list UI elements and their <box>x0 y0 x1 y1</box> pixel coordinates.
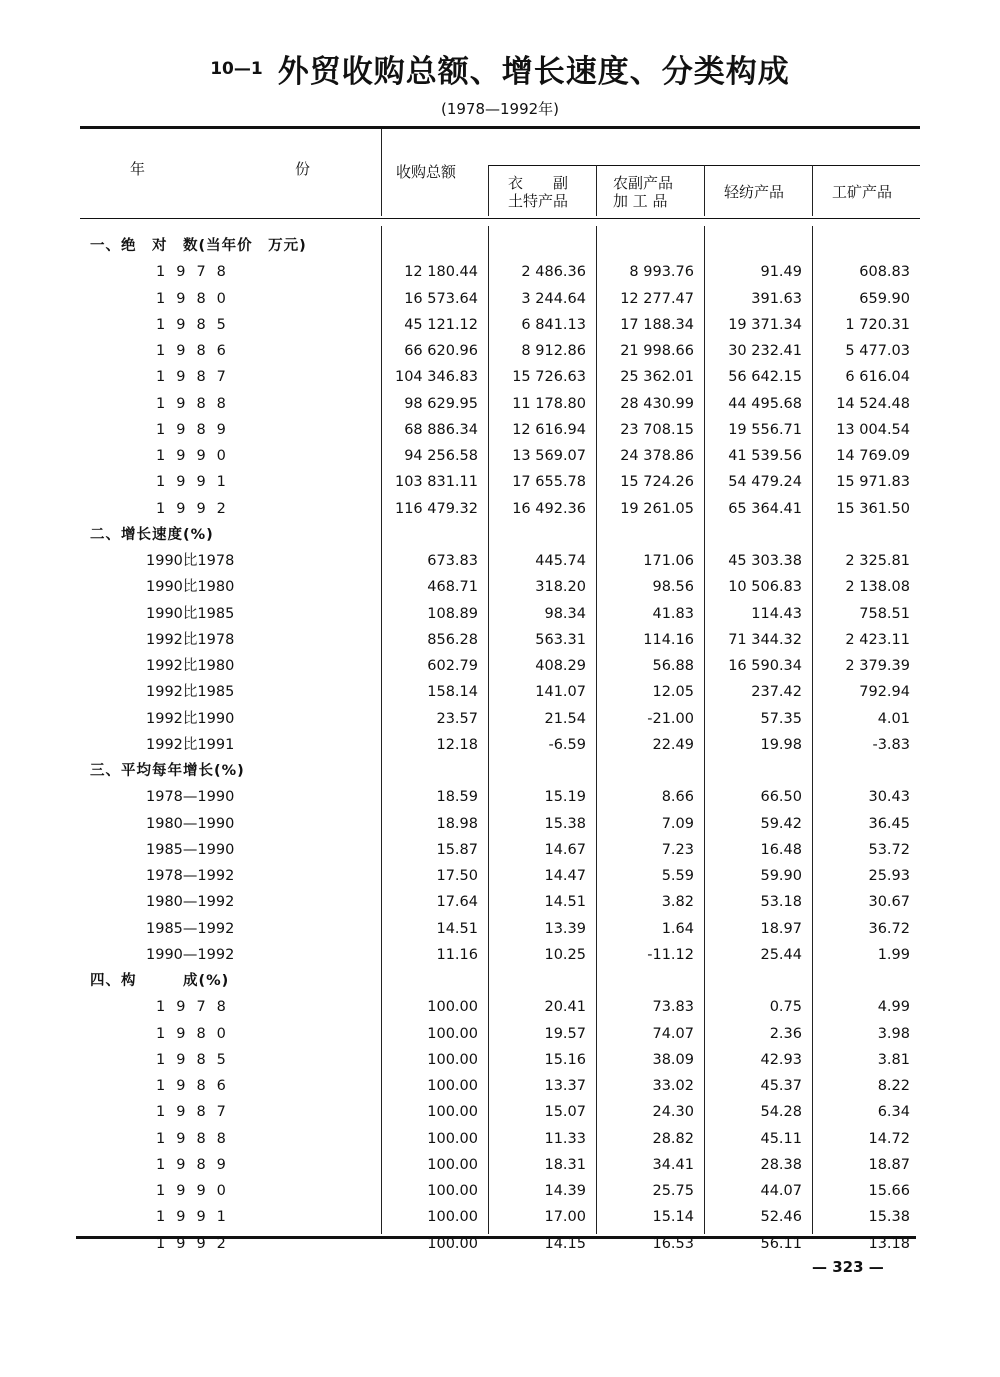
table-cell: 12 616.94 <box>512 421 586 438</box>
table-cell: 6.34 <box>877 1104 910 1121</box>
table-cell: 103 831.11 <box>394 474 478 491</box>
table-cell: 19.57 <box>544 1025 586 1042</box>
row-label: 1985 <box>156 1051 237 1068</box>
section-label: 三、平均每年增长(%) <box>90 763 245 779</box>
table-row <box>0 1127 1000 1151</box>
table-cell: 36.72 <box>868 920 910 937</box>
table-row <box>0 838 1000 862</box>
table-row <box>0 365 1000 389</box>
table-cell: 74.07 <box>652 1025 694 1042</box>
row-label: 1986 <box>156 1078 237 1094</box>
row-label: 1987 <box>156 369 237 386</box>
table-cell: 2 486.36 <box>521 264 586 281</box>
table-cell: 56.11 <box>760 1235 802 1252</box>
table-cell: -6.59 <box>548 736 586 753</box>
table-cell: 16.53 <box>652 1235 694 1252</box>
row-label: 1992 <box>156 1235 237 1252</box>
row-label: 1978 <box>156 264 237 281</box>
table-cell: 114.43 <box>751 605 802 622</box>
table-cell: 8.22 <box>877 1078 910 1094</box>
table-cell: 4.01 <box>877 710 910 727</box>
table-cell: 44.07 <box>760 1183 802 1199</box>
header-total: 收购总额 <box>396 163 457 181</box>
column-divider <box>704 165 705 216</box>
table-cell: 65 364.41 <box>728 500 802 517</box>
table-cell: 11.16 <box>436 946 478 963</box>
table-cell: 12 180.44 <box>404 264 478 281</box>
table-row <box>0 785 1000 809</box>
row-label: 1988 <box>156 395 237 412</box>
row-label: 1990 <box>156 1183 237 1199</box>
table-cell: 3.81 <box>877 1051 910 1068</box>
table-cell: 15.87 <box>436 841 478 858</box>
table-row <box>0 1100 1000 1124</box>
table-cell: 2 423.11 <box>845 631 910 648</box>
row-label: 1992 <box>156 500 237 517</box>
table-cell: 98.56 <box>652 579 694 596</box>
table-cell: 15.38 <box>544 815 586 832</box>
table-cell: 18.98 <box>436 815 478 832</box>
table-cell: 14.51 <box>436 920 478 937</box>
table-cell: 41 539.56 <box>728 448 802 464</box>
table-row <box>0 1179 1000 1203</box>
table-cell: 116 479.32 <box>394 500 478 517</box>
table-number: 10—1 <box>210 58 263 79</box>
header-agri-special: 衣 副 土特产品 <box>508 174 569 210</box>
table-cell: 18.31 <box>544 1156 586 1173</box>
table-cell: 11 178.80 <box>512 395 586 412</box>
table-row <box>0 890 1000 914</box>
table-cell: 20.41 <box>544 999 586 1016</box>
table-cell: 57.35 <box>760 710 802 727</box>
table-cell: 21 998.66 <box>620 343 694 359</box>
table-cell: 100.00 <box>427 1235 478 1252</box>
table-cell: 54 479.24 <box>728 474 802 491</box>
table-cell: 14.67 <box>544 841 586 858</box>
table-cell: 14.47 <box>544 868 586 884</box>
table-cell: 6 616.04 <box>845 369 910 386</box>
table-cell: 100.00 <box>427 1183 478 1199</box>
row-label: 1980 <box>156 290 237 307</box>
table-cell: 33.02 <box>652 1078 694 1094</box>
table-cell: 171.06 <box>643 553 694 569</box>
table-cell: 45 121.12 <box>404 316 478 333</box>
table-cell: 11.33 <box>544 1130 586 1147</box>
table-cell: 30.43 <box>868 789 910 806</box>
column-divider <box>381 129 382 216</box>
section-label: 一、绝 对 数(当年价 万元) <box>90 238 307 254</box>
table-row <box>0 575 1000 599</box>
table-cell: 1.64 <box>661 920 694 937</box>
table-cell: 792.94 <box>859 684 910 701</box>
table-cell: 5 477.03 <box>845 343 910 359</box>
table-cell: 13.18 <box>868 1235 910 1252</box>
table-cell: 18.97 <box>760 920 802 937</box>
table-cell: 758.51 <box>859 605 910 622</box>
row-label: 1985—1990 <box>146 841 235 858</box>
table-cell: 59.42 <box>760 815 802 832</box>
table-cell: 8 993.76 <box>629 264 694 281</box>
table-cell: 12.05 <box>652 684 694 701</box>
table-cell: 100.00 <box>427 1051 478 1068</box>
table-cell: 45.11 <box>760 1130 802 1147</box>
table-cell: 2.36 <box>769 1025 802 1042</box>
table-cell: 108.89 <box>427 605 478 622</box>
column-divider <box>488 165 489 216</box>
table-cell: 15.19 <box>544 789 586 806</box>
table-cell: 15.07 <box>544 1104 586 1121</box>
table-cell: 18.59 <box>436 789 478 806</box>
row-label: 1991 <box>156 474 237 491</box>
table-cell: 53.18 <box>760 894 802 911</box>
table-cell: 15.38 <box>868 1209 910 1226</box>
table-cell: 19 371.34 <box>728 316 802 333</box>
table-cell: 17.50 <box>436 868 478 884</box>
table-cell: 5.59 <box>661 868 694 884</box>
table-row <box>0 864 1000 888</box>
table-row <box>0 602 1000 626</box>
table-row <box>0 1022 1000 1046</box>
row-label: 1992比1991 <box>146 736 235 753</box>
table-cell: 15 726.63 <box>512 369 586 386</box>
top-rule <box>80 126 920 129</box>
table-cell: 3.98 <box>877 1025 910 1042</box>
table-cell: -11.12 <box>647 946 694 963</box>
row-label: 1992比1990 <box>146 710 235 727</box>
table-cell: 1.99 <box>877 946 910 963</box>
table-cell: 17 655.78 <box>512 474 586 491</box>
row-label: 1980—1992 <box>146 894 235 911</box>
table-cell: 14.15 <box>544 1235 586 1252</box>
table-cell: 318.20 <box>535 579 586 596</box>
row-label: 1990 <box>156 448 237 464</box>
table-cell: 12.18 <box>436 736 478 753</box>
table-cell: 15 361.50 <box>836 500 910 517</box>
row-label: 1990比1980 <box>146 579 235 596</box>
row-label: 1987 <box>156 1104 237 1121</box>
table-cell: 52.46 <box>760 1209 802 1226</box>
table-row <box>0 1048 1000 1072</box>
table-row <box>0 733 1000 757</box>
table-cell: 237.42 <box>751 684 802 701</box>
row-label: 1992比1980 <box>146 658 235 674</box>
table-cell: 34.41 <box>652 1156 694 1173</box>
table-cell: 563.31 <box>535 631 586 648</box>
table-cell: 673.83 <box>427 553 478 569</box>
row-label: 1980 <box>156 1025 237 1042</box>
table-row <box>0 392 1000 416</box>
table-cell: 4.99 <box>877 999 910 1016</box>
table-cell: 59.90 <box>760 868 802 884</box>
table-row <box>0 707 1000 731</box>
table-title <box>0 46 1000 91</box>
table-cell: 16 492.36 <box>512 500 586 517</box>
table-cell: 25.75 <box>652 1183 694 1199</box>
table-cell: 25.44 <box>760 946 802 963</box>
section-label: 四、构 成(%) <box>90 973 230 989</box>
row-label: 1985 <box>156 316 237 333</box>
table-cell: 14 524.48 <box>836 395 910 412</box>
table-cell: 1 720.31 <box>845 316 910 333</box>
table-cell: 100.00 <box>427 1078 478 1094</box>
row-label: 1986 <box>156 343 237 359</box>
table-cell: 16.48 <box>760 841 802 858</box>
table-cell: 659.90 <box>859 290 910 307</box>
header-light-textile: 轻纺产品 <box>724 183 785 201</box>
table-row <box>0 995 1000 1019</box>
table-cell: 7.09 <box>661 815 694 832</box>
header-year: 年 份 <box>130 160 310 178</box>
table-row <box>0 313 1000 337</box>
table-cell: 100.00 <box>427 1025 478 1042</box>
table-cell: 18.87 <box>868 1156 910 1173</box>
header-industrial-mining: 工矿产品 <box>832 183 893 201</box>
table-row <box>0 680 1000 704</box>
table-cell: 19 556.71 <box>728 421 802 438</box>
row-label: 1985—1992 <box>146 920 235 937</box>
table-cell: 66 620.96 <box>404 343 478 359</box>
table-cell: 158.14 <box>427 684 478 701</box>
table-cell: 21.54 <box>544 710 586 727</box>
table-cell: 56 642.15 <box>728 369 802 386</box>
table-cell: 104 346.83 <box>394 369 478 386</box>
row-label: 1992比1978 <box>146 631 235 648</box>
table-cell: 56.88 <box>652 658 694 674</box>
header-rule <box>80 218 920 219</box>
table-cell: 100.00 <box>427 1156 478 1173</box>
row-label: 1989 <box>156 421 237 438</box>
table-cell: 24.30 <box>652 1104 694 1121</box>
table-cell: 856.28 <box>427 631 478 648</box>
table-cell: 141.07 <box>535 684 586 701</box>
table-cell: 45.37 <box>760 1078 802 1094</box>
row-label: 1978 <box>156 999 237 1016</box>
table-cell: 15 724.26 <box>620 474 694 491</box>
table-cell: 17.00 <box>544 1209 586 1226</box>
table-cell: 28 430.99 <box>620 395 694 412</box>
table-cell: 16 590.34 <box>728 658 802 674</box>
row-label: 1989 <box>156 1156 237 1173</box>
table-cell: 16 573.64 <box>404 290 478 307</box>
section-header <box>0 523 1000 547</box>
table-row <box>0 497 1000 521</box>
row-label: 1980—1990 <box>146 815 235 832</box>
table-cell: 19 261.05 <box>620 500 694 517</box>
table-cell: 28.82 <box>652 1130 694 1147</box>
table-cell: 14 769.09 <box>836 448 910 464</box>
table-cell: 445.74 <box>535 553 586 569</box>
table-cell: 68 886.34 <box>404 421 478 438</box>
table-row <box>0 1205 1000 1229</box>
table-cell: 13.39 <box>544 920 586 937</box>
table-row <box>0 339 1000 363</box>
table-row <box>0 444 1000 468</box>
table-cell: 10.25 <box>544 946 586 963</box>
table-cell: 0.75 <box>769 999 802 1016</box>
table-cell: 22.49 <box>652 736 694 753</box>
section-header <box>0 969 1000 993</box>
table-row <box>0 943 1000 967</box>
table-cell: 8 912.86 <box>521 343 586 359</box>
table-cell: 44 495.68 <box>728 395 802 412</box>
table-row <box>0 1074 1000 1098</box>
table-title-text: 外贸收购总额、增长速度、分类构成 <box>277 54 790 90</box>
table-cell: 23 708.15 <box>620 421 694 438</box>
table-cell: 3 244.64 <box>521 290 586 307</box>
table-cell: 14.39 <box>544 1183 586 1199</box>
table-cell: 468.71 <box>427 579 478 596</box>
table-cell: 25 362.01 <box>620 369 694 386</box>
table-cell: 36.45 <box>868 815 910 832</box>
column-divider <box>812 165 813 216</box>
header-agri-processed: 农副产品 加 工 品 <box>613 174 674 210</box>
table-cell: 30 232.41 <box>728 343 802 359</box>
table-row <box>0 917 1000 941</box>
table-cell: 98 629.95 <box>404 395 478 412</box>
table-cell: 94 256.58 <box>404 448 478 464</box>
table-row <box>0 654 1000 678</box>
table-row <box>0 628 1000 652</box>
row-label: 1978—1990 <box>146 789 235 806</box>
table-cell: 8.66 <box>661 789 694 806</box>
table-cell: 2 138.08 <box>845 579 910 596</box>
table-cell: 6 841.13 <box>521 316 586 333</box>
table-cell: 14.51 <box>544 894 586 911</box>
row-label: 1990比1978 <box>146 553 235 569</box>
table-row <box>0 812 1000 836</box>
year-range: (1978—1992年) <box>440 100 560 118</box>
table-row <box>0 287 1000 311</box>
table-cell: 13 569.07 <box>512 448 586 464</box>
table-cell: 13 004.54 <box>836 421 910 438</box>
table-cell: 2 379.39 <box>845 658 910 674</box>
table-cell: 91.49 <box>760 264 802 281</box>
table-cell: 13.37 <box>544 1078 586 1094</box>
column-divider <box>596 165 597 216</box>
table-cell: 53.72 <box>868 841 910 858</box>
row-label: 1988 <box>156 1130 237 1147</box>
table-cell: 100.00 <box>427 1209 478 1226</box>
table-cell: 100.00 <box>427 999 478 1016</box>
section-header <box>0 759 1000 783</box>
row-label: 1992比1985 <box>146 684 235 701</box>
table-row <box>0 549 1000 573</box>
table-row <box>0 470 1000 494</box>
table-cell: 73.83 <box>652 999 694 1016</box>
table-cell: 30.67 <box>868 894 910 911</box>
section-header <box>0 234 1000 258</box>
table-cell: 23.57 <box>436 710 478 727</box>
table-cell: 10 506.83 <box>728 579 802 596</box>
table-row <box>0 418 1000 442</box>
table-cell: 100.00 <box>427 1130 478 1147</box>
table-cell: 28.38 <box>760 1156 802 1173</box>
table-row <box>0 1232 1000 1256</box>
table-cell: 25.93 <box>868 868 910 884</box>
section-label: 二、增长速度(%) <box>90 526 214 543</box>
table-cell: -21.00 <box>647 710 694 727</box>
table-cell: 17.64 <box>436 894 478 911</box>
table-cell: 391.63 <box>751 290 802 307</box>
table-cell: 71 344.32 <box>728 631 802 648</box>
table-cell: 408.29 <box>535 658 586 674</box>
table-cell: 54.28 <box>760 1104 802 1121</box>
table-cell: 15.66 <box>868 1183 910 1199</box>
table-cell: 100.00 <box>427 1104 478 1121</box>
table-cell: 114.16 <box>643 631 694 648</box>
table-cell: 608.83 <box>859 264 910 281</box>
table-cell: 15.16 <box>544 1051 586 1068</box>
table-cell: 38.09 <box>652 1051 694 1068</box>
table-cell: 66.50 <box>760 789 802 806</box>
row-label: 1991 <box>156 1209 237 1226</box>
table-cell: 24 378.86 <box>620 448 694 464</box>
table-cell: 15 971.83 <box>836 474 910 491</box>
table-cell: 45 303.38 <box>728 553 802 569</box>
table-cell: 42.93 <box>760 1051 802 1068</box>
table-cell: 2 325.81 <box>845 553 910 569</box>
table-row <box>0 1153 1000 1177</box>
table-cell: 14.72 <box>868 1130 910 1147</box>
table-cell: -3.83 <box>872 736 910 753</box>
table-cell: 19.98 <box>760 736 802 753</box>
table-cell: 41.83 <box>652 605 694 622</box>
table-cell: 12 277.47 <box>620 290 694 307</box>
row-label: 1990比1985 <box>146 605 235 622</box>
table-cell: 602.79 <box>427 658 478 674</box>
row-label: 1978—1992 <box>146 868 235 884</box>
page-number: — 323 — <box>812 1258 884 1276</box>
row-label: 1990—1992 <box>146 946 235 963</box>
table-row <box>0 260 1000 284</box>
table-cell: 3.82 <box>661 894 694 911</box>
table-cell: 15.14 <box>652 1209 694 1226</box>
table-cell: 7.23 <box>661 841 694 858</box>
table-cell: 17 188.34 <box>620 316 694 333</box>
table-cell: 98.34 <box>544 605 586 622</box>
